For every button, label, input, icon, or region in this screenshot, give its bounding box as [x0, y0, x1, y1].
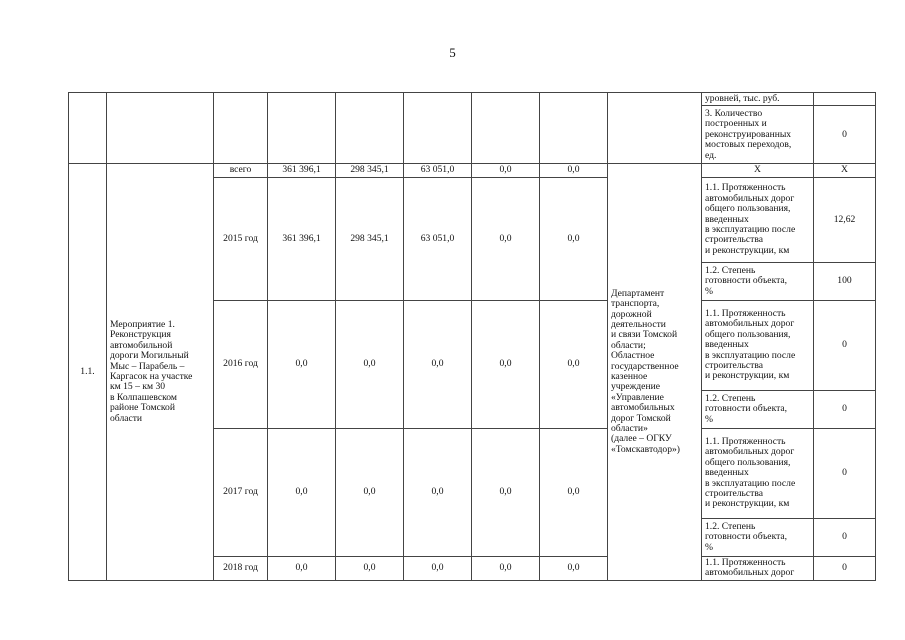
amount-value: 0,0 [404, 428, 472, 556]
table-row [69, 164, 876, 177]
indicator-value: 0 [814, 390, 876, 428]
indicator-value: 0 [814, 556, 876, 580]
measure-name: Мероприятие 1. Реконструкция автомобильной дороги Могильный Мыс – Парабель – Каргасок на участке км 15 – км 30 в Колпашевском районе Томской области [107, 164, 214, 580]
amount-cell [472, 93, 540, 164]
year-cell [214, 93, 268, 164]
indicator-label: 1.1. Протяженность автомобильных дорог [702, 556, 814, 580]
indicator-value: 0 [814, 428, 876, 518]
measure-name-cell [107, 93, 214, 164]
amount-value: 0,0 [336, 300, 404, 428]
amount-value: 0,0 [268, 300, 336, 428]
amount-cell [404, 93, 472, 164]
indicator-value: 0 [814, 518, 876, 556]
amount-value: 361 396,1 [268, 164, 336, 177]
program-table [68, 92, 876, 581]
amount-value: 0,0 [336, 428, 404, 556]
amount-cell [268, 93, 336, 164]
indicator-value: 0 [814, 300, 876, 390]
year-label: 2015 год [214, 177, 268, 300]
indicator-label: 1.1. Протяженность автомобильных дорог общего пользования, введенных в эксплуатацию после строительства и реконструкции, км [702, 428, 814, 518]
executor-cell [608, 93, 702, 164]
indicator-label: 1.2. Степень готовности объекта, % [702, 262, 814, 300]
indicator-label: 1.2. Степень готовности объекта, % [702, 390, 814, 428]
executor: Департамент транспорта, дорожной деятельности и связи Томской области; Областное государственное казенное учреждение «Управление автомобильных дорог Томской области» (далее – ОГКУ «Томскавтодор») [608, 164, 702, 580]
indicator-value: Х [814, 164, 876, 177]
amount-cell [540, 93, 608, 164]
amount-value: 0,0 [336, 556, 404, 580]
amount-value: 0,0 [404, 556, 472, 580]
table-row [69, 93, 876, 106]
amount-value: 0,0 [472, 428, 540, 556]
year-label: 2018 год [214, 556, 268, 580]
amount-value: 63 051,0 [404, 177, 472, 300]
amount-value: 0,0 [472, 300, 540, 428]
amount-value: 298 345,1 [336, 164, 404, 177]
indicator-label: уровней, тыс. руб. [702, 93, 814, 106]
indicator-label: 1.1. Протяженность автомобильных дорог общего пользования, введенных в эксплуатацию после строительства и реконструкции, км [702, 177, 814, 262]
amount-value: 0,0 [268, 428, 336, 556]
amount-value: 0,0 [472, 177, 540, 300]
amount-cell [336, 93, 404, 164]
indicator-label: Х [702, 164, 814, 177]
year-label: всего [214, 164, 268, 177]
amount-value: 0,0 [540, 177, 608, 300]
amount-value: 0,0 [540, 556, 608, 580]
amount-value: 63 051,0 [404, 164, 472, 177]
indicator-label: 1.1. Протяженность автомобильных дорог общего пользования, введенных в эксплуатацию после строительства и реконструкции, км [702, 300, 814, 390]
amount-value: 0,0 [472, 556, 540, 580]
amount-value: 0,0 [540, 428, 608, 556]
measure-number: 1.1. [69, 164, 107, 580]
year-label: 2017 год [214, 428, 268, 556]
number-cell [69, 93, 107, 164]
amount-value: 0,0 [540, 164, 608, 177]
indicator-label: 1.2. Степень готовности объекта, % [702, 518, 814, 556]
year-label: 2016 год [214, 300, 268, 428]
indicator-value: 12,62 [814, 177, 876, 262]
amount-value: 0,0 [268, 556, 336, 580]
amount-value: 0,0 [540, 300, 608, 428]
indicator-value [814, 93, 876, 106]
amount-value: 298 345,1 [336, 177, 404, 300]
amount-value: 0,0 [472, 164, 540, 177]
indicator-value: 100 [814, 262, 876, 300]
page-number: 5 [449, 45, 456, 60]
amount-value: 361 396,1 [268, 177, 336, 300]
indicator-label: 3. Количество построенных и реконструированных мостовых переходов, ед. [702, 106, 814, 164]
amount-value: 0,0 [404, 300, 472, 428]
indicator-value: 0 [814, 106, 876, 164]
